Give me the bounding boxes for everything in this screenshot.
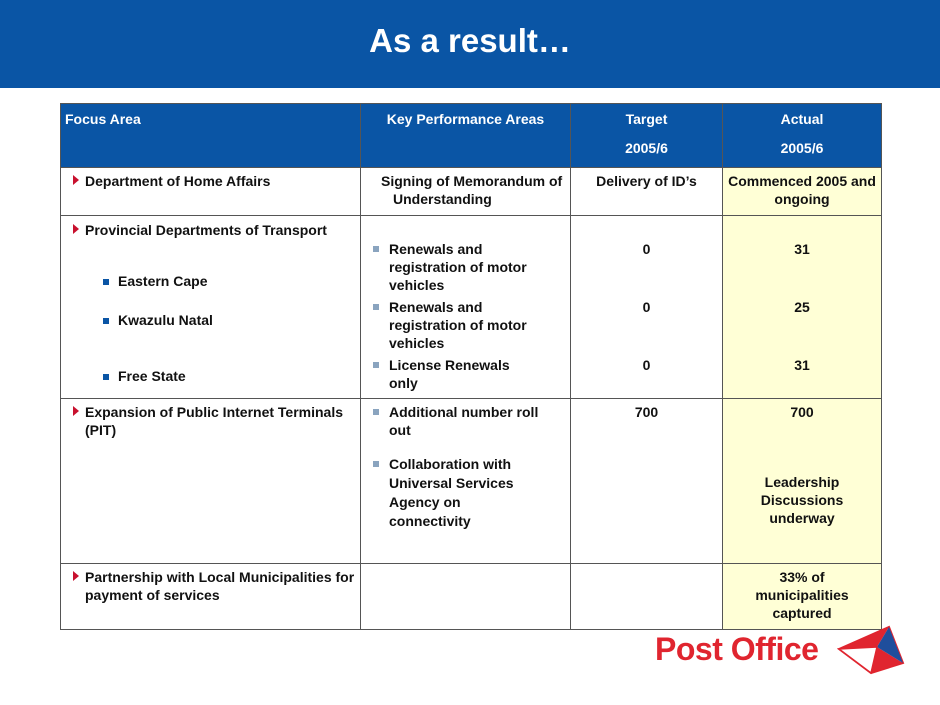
focus-area-cell (61, 168, 361, 216)
actual-value: 31 (794, 357, 810, 373)
actual-value: Leadership Discussions underway (760, 474, 844, 526)
kpa-text: License Renewals only (389, 357, 510, 391)
kpa-cell (361, 564, 571, 630)
kpa-item (361, 403, 561, 439)
actual-cell: 33% of municipalities captured (723, 564, 882, 630)
square-bullet-icon (373, 304, 379, 310)
target-value: 0 (642, 299, 651, 315)
actual-value: 700 (790, 404, 814, 420)
sub-item-label: Kwazulu Natal (118, 312, 213, 328)
kpa-text: Collaboration with Universal Services Agency on connectivity (389, 456, 514, 529)
slide-title: As a result… (369, 22, 571, 59)
actual-value: 25 (794, 299, 810, 315)
square-bullet-icon (103, 318, 109, 324)
focus-area-cell (61, 399, 361, 564)
table-row (61, 216, 882, 399)
header-kpa: Key Performance Areas (361, 104, 571, 168)
results-table (60, 103, 882, 630)
arrow-bullet-icon (73, 571, 79, 581)
arrow-bullet-icon (73, 224, 79, 234)
sub-item-free-state (103, 367, 186, 385)
focus-area-text: Provincial Departments of Transport (85, 222, 327, 238)
post-office-logo (655, 625, 905, 675)
actual-cell (723, 216, 882, 399)
focus-area-wrapper (73, 403, 356, 439)
header-actual-label: Actual (780, 111, 824, 127)
focus-area-cell (61, 564, 361, 630)
table-row (61, 168, 882, 216)
focus-area-heading (73, 221, 353, 239)
square-bullet-icon (373, 362, 379, 368)
kpa-cell (361, 399, 571, 564)
kpa-text: Signing of Memorandum of Understanding (381, 173, 563, 207)
kpa-item (361, 356, 539, 392)
header-target (571, 104, 723, 168)
focus-area-text: Partnership with Local Municipalities for payment of services (85, 569, 355, 603)
kpa-text: Renewals and registration of motor vehicles (389, 241, 527, 293)
sub-item-eastern-cape (103, 272, 207, 290)
actual-cell (723, 399, 882, 564)
header-target-period: 2005/6 (625, 140, 668, 156)
target-value: 0 (642, 357, 651, 373)
title-bar (0, 0, 940, 88)
header-actual-period: 2005/6 (780, 140, 824, 156)
table-row (61, 399, 882, 564)
actual-cell: Commenced 2005 and ongoing (723, 168, 882, 216)
sub-item-kwazulu-natal (103, 311, 213, 329)
square-bullet-icon (373, 461, 379, 467)
table-row (61, 564, 882, 630)
kpa-text: Renewals and registration of motor vehicles (389, 299, 527, 351)
header-focus-area: Focus Area (61, 104, 361, 168)
target-cell (571, 564, 723, 630)
focus-area-text: Expansion of Public Internet Terminals (PIT) (85, 404, 344, 438)
sub-item-label: Eastern Cape (118, 273, 208, 289)
square-bullet-icon (103, 374, 109, 380)
kpa-cell (361, 168, 571, 216)
kpa-cell (361, 216, 571, 399)
kpa-text: Additional number roll out (389, 404, 539, 438)
arrow-bullet-icon (73, 406, 79, 416)
square-bullet-icon (373, 409, 379, 415)
logo-text: Post Office (655, 631, 819, 667)
actual-value: 31 (794, 241, 810, 257)
kpa-item (361, 455, 529, 531)
header-target-label: Target (625, 111, 668, 127)
focus-area-text: Department of Home Affairs (85, 173, 271, 189)
kpa-item (361, 298, 539, 352)
target-cell: Delivery of ID’s (571, 168, 723, 216)
target-cell (571, 216, 723, 399)
focus-area-cell (61, 216, 361, 399)
sub-item-label: Free State (118, 368, 186, 384)
table-header-row (61, 104, 882, 168)
post-office-envelope-icon (837, 625, 905, 675)
header-actual (723, 104, 882, 168)
square-bullet-icon (373, 246, 379, 252)
focus-area-wrapper (73, 568, 356, 604)
target-cell: 700 (571, 399, 723, 564)
square-bullet-icon (103, 279, 109, 285)
target-value: 0 (642, 241, 651, 257)
arrow-bullet-icon (73, 175, 79, 185)
kpa-item (361, 240, 539, 294)
